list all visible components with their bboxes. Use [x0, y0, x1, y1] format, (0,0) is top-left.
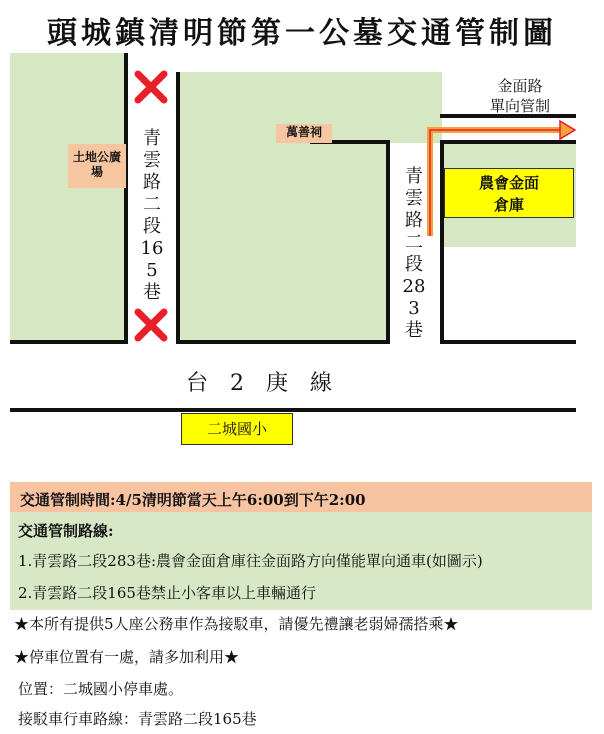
road-qingyun-283-text: 青雲路二段283巷 [402, 166, 426, 341]
control-time-text: 交通管制時間:4/5清明節當天上午6:00到下午2:00 [20, 490, 366, 509]
traffic-map [0, 48, 604, 458]
road-edge [10, 408, 576, 412]
road-edge [386, 140, 390, 344]
road-edge [176, 72, 180, 344]
no-entry-x-icon [134, 308, 168, 342]
jinmian-road-label [470, 76, 570, 116]
routes-header: 交通管制路線: [18, 522, 114, 540]
road-qingyun-165-label [138, 128, 166, 304]
road-edge [440, 340, 576, 344]
jinmian-road-text: 金面路 [497, 77, 543, 95]
block-center-lower [180, 140, 387, 343]
road-edge [10, 340, 128, 344]
wanshan-ci-text: 萬善祠 [285, 125, 322, 139]
road-edge [176, 340, 388, 344]
shuttle-note: ★本所有提供5人座公務車作為接駁車，請優先禮讓老弱婦孺搭乘★ [14, 615, 459, 633]
location-note: 位置：二城國小停車處。 [18, 680, 184, 698]
parking-note: ★停車位置有一處，請多加利用★ [14, 648, 240, 666]
road-edge [124, 53, 128, 343]
control-time-band [10, 482, 592, 516]
block-tudigong [10, 53, 124, 343]
one-way-text: 單向管制 [489, 97, 550, 115]
no-entry-x-icon [134, 70, 168, 104]
route-2: 2.青雲路二段165巷禁止小客車以上車輛通行 [18, 584, 316, 602]
tudigong-plaza-text: 土地公廣場 [72, 150, 121, 179]
warehouse-line-2: 倉庫 [493, 196, 524, 214]
school-label: 二城國小 [181, 413, 293, 445]
tudigong-plaza-label [68, 144, 126, 188]
page-title: 頭城鎮清明節第一公墓交通管制圖 [47, 16, 557, 51]
shuttle-route-note: 接駁車行車路線：青雲路二段165巷 [18, 710, 257, 728]
road-qingyun-165-text: 青雲路二段165巷 [140, 128, 164, 303]
highway-label: 台 2 庚 線 [186, 371, 332, 396]
wanshan-ci-label [276, 124, 332, 143]
arrow-head [560, 121, 575, 139]
route-1: 1.青雲路二段283巷:農會金面倉庫往金面路方向僅能單向通車(如圖示) [18, 552, 483, 570]
one-way-arrow [420, 118, 580, 238]
warehouse-line-1: 農會金面 [478, 174, 539, 192]
